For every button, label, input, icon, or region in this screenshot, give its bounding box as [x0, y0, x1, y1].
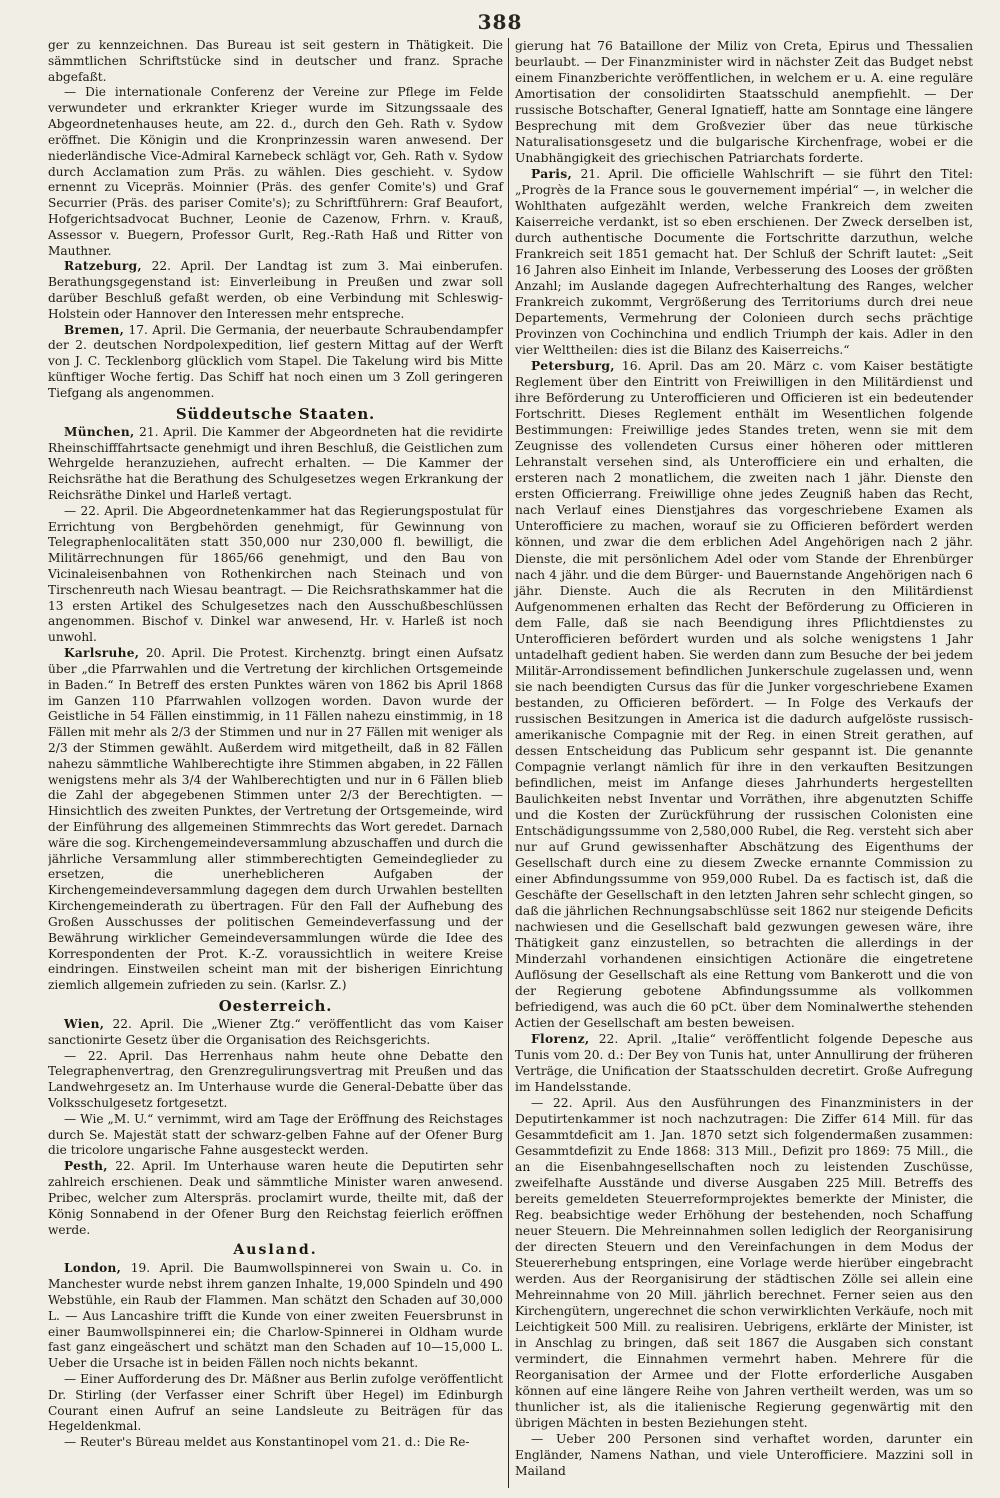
article-paragraph — [48, 1017, 503, 1049]
left-column — [48, 38, 508, 1488]
article-text: 22. April. Der Landtag ist zum 3. Mai einberufen. Berathungsgegenstand ist: Einverleibung in Preußen und zwar soll darüber Beschluß gefaßt werden, ob eine Verbindung mit Schleswig-Holstein oder Hannover den Interessen mehr entspreche. — [48, 259, 503, 321]
article-text: 21. April. Die officielle Wahlschrift — sie führt den Titel: „Progrès de la France sous le gouvernement impérial“ —, in welcher die Wohlthaten aufgezählt werden, welche Frankreich dem zweiten Kaiserreiche verdankt, ist so eben erschienen. Der Zweck derselben ist, durch authentische Documente die Fortschritte darzuthun, welche Frankreich seit 1851 gemacht hat. Der Schluß der Schrift lautet: „Seit 16 Jahren also Einheit im Inlande, Verbesserung des Looses der größten Anzahl; im Auslande dagegen Aufrechterhaltung des Ranges, welcher Frankreich zukommt, Vergrößerung des Territoriums durch drei neue Departements, Vermehrung der Colonieen durch sechs prächtige Provinzen von Cochinchina und endlich Triumph der kais. Adler in den vier Welttheilen: dies ist die Bilanz des Kaiserreichs.“ — [515, 167, 973, 358]
article-paragraph — [515, 1031, 973, 1095]
section-heading: Süddeutsche Staaten. — [175, 404, 376, 423]
dateline-place: Bremen, — [64, 322, 125, 337]
dateline-place: Petersburg, — [531, 358, 615, 374]
article-text: 19. April. Die Baumwollspinnerei von Swain u. Co. in Manchester wurde nebst ihrem ganzen Inhalte, 19,000 Spindeln und 490 Webstühle, ein Raub der Flammen. Man schätzt den Schaden auf 30,000 L. — Aus Lancashire trifft die Kunde von einer zweiten Feuersbrunst in einer Baumwollspinnerei ein; die Charlow-Spinnerei in Oldham wurde fast ganz eingeäschert und schätzt man den Schaden auf 10—15,000 L. Ueber die Ursache ist in beiden Fällen noch nichts bekannt. — [48, 1261, 503, 1371]
article-text: 16. April. Das am 20. März c. vom Kaiser bestätigte Reglement über den Eintritt von Freiwilligen in den Militärdienst und ihre Beförderung zu Unterofficieren und Officieren ist ein bedeutender Fortschritt. Dieses Reglement enthält im Wesentlichen folgende Bestimmungen: Freiwillige jedes Standes treten, wenn sie mit dem Zeugnisse des vollendeten Cursus einer höheren oder mittleren Lehranstalt versehen sind, als Unterofficiere ein und erhalten, die ersteren nach 2 monatlichem, die zweiten nach 1 jähr. Dienste den ersten Officierrang. Freiwillige ohne jedes Zeugniß haben das Recht, nach Verlauf eines Dienstjahres das vorgeschriebene Examen als Unterofficiere zu machen, worauf sie zu Officieren befördert werden können, und zwar die dem erblichen Adel Angehörigen nach 2 jähr. Dienste, die mit persönlichem Adel oder vom Stande der Ehrenbürger nach 4 jähr. und die dem Bürger- und Bauernstande Angehörigen nach 6 jähr. Dienste. Auch die als Recruten in den Militärdienst Aufgenommenen erhalten das Recht der Beförderung zu Officieren in dem Falle, daß sie nach Beendigung ihres Pflichtdienstes zu Unterofficieren befördert wurden und als solche wenigstens 1 Jahr untadelhaft gedient haben. Sie werden dann zum Besuche der bei jedem Militär-Arrondissement befindlichen Junkerschule zugelassen und, wenn sie nach beendigten Cursus das für die Junker vorgeschriebene Examen bestanden, zu Officieren befördert. — In Folge des Verkaufs der russischen Besitzungen in America ist die dadurch aufgelöste russisch-amerikanische Compagnie mit der Reg. in einen Streit gerathen, auf dessen Entscheidung das Publicum sehr gespannt ist. Die genannte Compagnie verlangt nämlich für ihre in den verkauften Besitzungen befindlichen, meist im Anfange dieses Jahrhunderts hergestellten Baulichkeiten nebst Inventar und Vorräthen, ihre abgenutzten Schiffe und die Kosten der Zurückführung der russischen Colonisten eine Entschädigungssumme von 2,580,000 Rubel, die Reg. versteht sich aber nur auf Grund gewissenhafter Abschätzung des Eigenthums der Gesellschaft durch eine zu diesem Zwecke ernannte Commission zu einer Abfindungssumme von 959,000 Rubel. Da es factisch ist, daß die Geschäfte der Gesellschaft in den letzten Jahren sehr schlecht gingen, so daß die jährlichen Rechnungsabschlüsse seit 1862 nur steigende Deficits nachwiesen und die Gesellschaft bald gezwungen gewesen wäre, ihre Thätigkeit ganz einzustellen, so betrachten die allerdings in der Minderzahl vorhandenen einsichtigen Actionäre die eingetretene Auflösung der Gesellschaft als eine Rettung vom Bankerott und die von der Regierung gebotene Abfindungssumme als vollkommen befriedigend, was auch die 60 pCt. über dem Nominalwerthe stehenden Actien der Gesellschaft am besten beweisen. — [515, 359, 973, 1030]
text-columns — [48, 38, 973, 1488]
article-paragraph: — Die internationale Conferenz der Vereine zur Pflege im Felde verwundeter und erkrankter Krieger wurde im Sitzungssaale des Abgeordnetenhauses heute, am 22. d., durch den Geh. Rath v. Sydow eröffnet. Die Königin und die Kronprinzessin waren anwesend. Der niederländische Vice-Admiral Karnebeck schlägt vor, Geh. Rath v. Sydow durch Acclamation zum Präs. zu wählen. Dies geschieht. v. Sydow ernennt zu Vicepräs. Moinnier (Präs. des genfer Comite's) und Graf Securrier (Präs. des pariser Comite's); zu Schriftführern: Graf Beaufort, Hofgerichtsadvocat Buchner, Leonie de Cazenow, Frhrn. v. Krauß, Assessor v. Buegern, Professor Gurlt, Reg.-Rath Haß und Ritter von Mauthner. — [48, 85, 503, 258]
right-column — [509, 38, 973, 1488]
article-paragraph — [48, 425, 503, 504]
dateline-place: Paris, — [531, 166, 573, 182]
article-paragraph: — 22. April. Das Herrenhaus nahm heute ohne Debatte den Telegraphenvertrag, den Grenzregulirungsvertrag mit Preußen und das Landwehrgesetz an. Im Unterhause wurde die General-Debatte über das Volksschulgesetz fortgesetzt. — [48, 1048, 503, 1110]
article-text: 21. April. Die Kammer der Abgeordneten hat die revidirte Rheinschifffahrtsacte genehmigt und ihren Beschluß, die Geistlichen zum Wehrgelde heranzuziehen, aufrecht erhalten. — Die Kammer der Reichsräthe hat die Berathung des Schulgesetzes wegen Erkrankung der Reichsräthe Dinkel und Harleß vertagt. — [48, 424, 503, 502]
article-paragraph: ger zu kennzeichnen. Das Bureau ist seit gestern in Thätigkeit. Die sämmtlichen Schriftstücke sind in deutscher und franz. Sprache abgefaßt. — [48, 38, 503, 84]
dateline-place: London, — [64, 1261, 122, 1276]
article-paragraph: — 22. April. Aus den Ausführungen des Finanzministers in der Deputirtenkammer ist noch nachzutragen: Die Ziffer 614 Mill. für das Gesammtdeficit am 1. Jan. 1870 setzt sich folgendermaßen zusammen: Gesammtdefizit zu Ende 1868: 313 Mill., Defizit pro 1869: 75 Mill., die an die Eisenbahngesellschaften noch zu leistenden Zuschüsse, zweifelhafte Ausstände und diverse Ausgaben 225 Mill. Betreffs des bereits gemeldeten Steuerreformprojektes bemerkte der Minister, die Reg. beabsichtige weder Erhöhung der bestehenden, noch Schaffung neuer Steuern. Die Mehreinnahmen sollen lediglich der Reorganisirung der directen Steuern und den Vereinfachungen in dem Modus der Steuererhebung entspringen, eine Vorlage werde hierüber eingebracht werden. Aus der Reorganisirung der städtischen Zölle sei allein eine Mehreinnahme von 20 Mill. jährlich berechnet. Ferner seien aus den Kirchengütern, ungerechnet die schon verwirklichten Verkäufe, noch mit Leichtigkeit 500 Mill. zu realisiren. Uebrigens, erklärte der Minister, ist in Anschlag zu bringen, daß seit 1867 die Ausgaben sich constant vermindert, die Einnahmen vermehrt haben. Mehrere für die Reorganisation der Armee und der Flotte erforderliche Ausgaben können auf eine längere Reihe von Jahren vertheilt werden, was um so thunlicher ist, als die italienische Regierung gegenwärtig mit den übrigen Mächten in besten Beziehungen steht. — [515, 1096, 973, 1431]
dateline-place: Wien, — [64, 1016, 105, 1031]
dateline-place: Florenz, — [531, 1030, 590, 1046]
article-text: 22. April. Im Unterhause waren heute die Deputirten sehr zahlreich erschienen. Deak und sämmtliche Minister waren anwesend. Pribec, welcher zum Alterspräs. proclamirt wurde, theilte mit, daß der König Sonnabend in der Ofener Burg den Reichstag feierlich eröffnen werde. — [48, 1159, 503, 1237]
article-text: 22. April. „Italie“ veröffentlicht folgende Depesche aus Tunis vom 20. d.: Der Bey von Tunis hat, unter Annullirung der früheren Verträge, die Unification der Staatsschulden decretirt. Große Aufregung im Handelsstande. — [515, 1031, 973, 1095]
article-paragraph: — 22. April. Die Abgeordnetenkammer hat das Regierungspostulat für Errichtung von Bergbehörden genehmigt, für Gewinnung von Telegraphenlocalitäten statt 350,000 nur 230,000 fl. bewilligt, die Militärrechnungen für 1865/66 genehmigt, und den Bau von Vicinaleisenbahnen von Rothenkirchen nach Steinach und von Tirschenreuth nach Wiesau beantragt. — Die Reichsrathskammer hat die 13 ersten Artikel des Schulgesetzes nach den Ausschußbeschlüssen angenommen. Bischof v. Dinkel war anwesend, Hr. v. Harleß ist noch unwohl. — [48, 503, 503, 645]
article-paragraph — [48, 646, 503, 994]
article-paragraph — [48, 259, 503, 322]
page-number: 388 — [477, 10, 523, 34]
article-paragraph: — Ueber 200 Personen sind verhaftet worden, darunter ein Engländer, Namens Nathan, und viele Unterofficiere. Mazzini soll in Mailand — [515, 1432, 973, 1479]
article-text: 20. April. Die Protest. Kirchenztg. bringt einen Aufsatz über „die Pfarrwahlen und die Vertretung der kirchlichen Ortsgemeinde in Baden.“ In Betreff des ersten Punktes wären von 1862 bis April 1868 im Ganzen 110 Pfarrwahlen vollzogen worden. Davon wurde der Geistliche in 54 Fällen einstimmig, in 11 Fällen nahezu einstimmig, in 18 Fällen mit mehr als 2/3 der Stimmen und nur in 27 Fällen mit weniger als 2/3 der Stimmen gewählt. Außerdem wird mitgetheilt, daß in 82 Fällen nahezu sämmtliche Wahlberechtigte ihre Stimmen abgaben, in 22 Fällen wenigstens mehr als 3/4 der Wahlberechtigten und nur in 6 Fällen blieb die Zahl der abgegebenen Stimmen unter 2/3 der Berechtigten. — Hinsichtlich des zweiten Punktes, der Vertretung der Ortsgemeinde, wird der Einführung des allgemeinen Stimmrechts das Wort geredet. Darnach wäre die sog. Kirchengemeindeversammlung abzuschaffen und durch die jährliche Versammlung aller stimmberechtigten Gemeindeglieder zu ersetzen, die unerheblicheren Aufgaben der Kirchengemeindeversammlung dagegen dem durch Urwahlen bestellten Kirchengemeinderath zu übertragen. Für den Fall der Aufhebung des Großen Ausschusses der politischen Gemeindeverfassung und der Bewährung wirklicher Gemeindeversammlungen würde die Idee des Korrespondenten der Prot. K.-Z. voraussichtlich in weitere Kreise eindringen. Einstweilen scheint man mit der bisherigen Einrichtung ziemlich allgemein zufrieden zu sein. (Karlsr. Z.) — [48, 646, 503, 993]
dateline-place: Ratzeburg, — [64, 259, 142, 274]
article-paragraph — [515, 166, 973, 358]
article-text: 17. April. Die Germania, der neuerbaute Schraubendampfer der 2. deutschen Nordpolexpedition, lief gestern Mittag auf der Werft von J. C. Tecklenborg glücklich vom Stapel. Die Takelung wird bis Mitte künftiger Woche fertig. Das Schiff hat noch einen um 3 Zoll geringeren Tiefgang als angenommen. — [48, 322, 503, 400]
article-paragraph — [515, 358, 973, 1031]
article-paragraph: gierung hat 76 Bataillone der Miliz von Creta, Epirus und Thessalien beurlaubt. — Der Finanzminister wird in nächster Zeit das Budget nebst einem Finanzberichte veröffentlichen, in welchem er u. A. eine reguläre Amortisation der consolidirten Staatsschuld anempfiehlt. — Der russische Botschafter, General Ignatieff, hatte am Sonntage eine längere Besprechung mit dem Großvezier über das neue türkische Naturalisationsgesetz und die bulgarische Kirchenfrage, wobei er die Unabhängigkeit des griechischen Patriarchats forderte. — [515, 39, 973, 166]
section-heading: Ausland. — [233, 1242, 318, 1259]
article-paragraph: — Reuter's Büreau meldet aus Konstantinopel vom 21. d.: Die Re- — [64, 1435, 470, 1450]
article-paragraph — [48, 1261, 503, 1372]
article-paragraph — [48, 1159, 503, 1238]
article-text: 22. April. Die „Wiener Ztg.“ veröffentlicht das vom Kaiser sanctionirte Gesetz über die Organisation des Reichsgerichts. — [48, 1016, 503, 1047]
section-heading: Oesterreich. — [218, 996, 333, 1015]
dateline-place: München, — [64, 424, 135, 439]
article-paragraph: — Wie „M. U.“ vernimmt, wird am Tage der Eröffnung des Reichstages durch Se. Majestät statt der schwarz-gelben Fahne auf der Ofener Burg die tricolore ungarische Fahne ausgesteckt werden. — [48, 1111, 503, 1158]
article-paragraph — [48, 323, 503, 402]
dateline-place: Pesth, — [64, 1159, 108, 1174]
dateline-place: Karlsruhe, — [64, 646, 140, 661]
article-paragraph: — Einer Aufforderung des Dr. Mäßner aus Berlin zufolge veröffentlicht Dr. Stirling (der Verfasser einer Schrift über Hegel) im Edinburgh Courant einen Aufruf an seine Landsleute zu Beiträgen für das Hegeldenkmal. — [48, 1372, 503, 1434]
